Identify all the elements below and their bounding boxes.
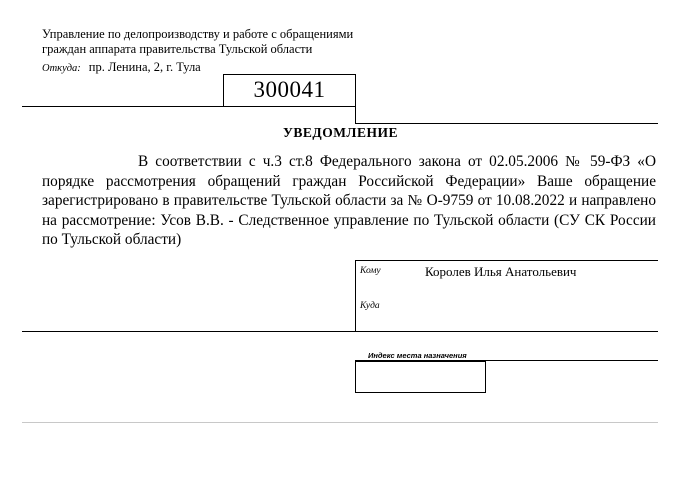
- to-label: Кому: [360, 266, 381, 276]
- index-box[interactable]: [355, 361, 486, 393]
- recipient-top-rule: [355, 260, 658, 261]
- document-title: УВЕДОМЛЕНИЕ: [282, 125, 399, 140]
- recipient-left-border: [355, 260, 356, 332]
- header-rule-right: [355, 123, 658, 124]
- bottom-rule: [22, 422, 658, 423]
- postcode-right-border: [355, 74, 356, 124]
- notice-body: В соответствии с ч.3 ст.8 Федерального закона от 02.05.2006 № 59-ФЗ «О порядке рассмотрения обращений граждан Российской Федерации» Ваше обращение зарегистрировано в правительстве Тульской области за № О-9759 от 10.08.2022 и направлено на рассмотрение: Усов В.В. - Следственное управление по Тульской области (СУ СК России по Тульской области): [42, 153, 656, 248]
- recipient-bottom-rule: [22, 331, 658, 332]
- header-rule-left: [22, 106, 356, 107]
- where-label: Куда: [360, 301, 380, 311]
- index-caption: Индекс места назначения: [368, 351, 467, 360]
- recipient-name: Королев Илья Анатольевич: [425, 264, 577, 279]
- from-address: пр. Ленина, 2, г. Тула: [88, 60, 201, 74]
- from-row: [42, 60, 201, 76]
- from-label: Откуда:: [42, 63, 81, 74]
- sender-line-2: граждан аппарата правительства Тульской области: [42, 42, 313, 56]
- sender-line-1: Управление по делопроизводству и работе с обращениями: [42, 27, 354, 41]
- sender-block: [42, 27, 353, 57]
- postcode: 300041: [253, 77, 326, 102]
- postcode-top-border: [224, 74, 356, 75]
- index-top-rule: [355, 360, 658, 361]
